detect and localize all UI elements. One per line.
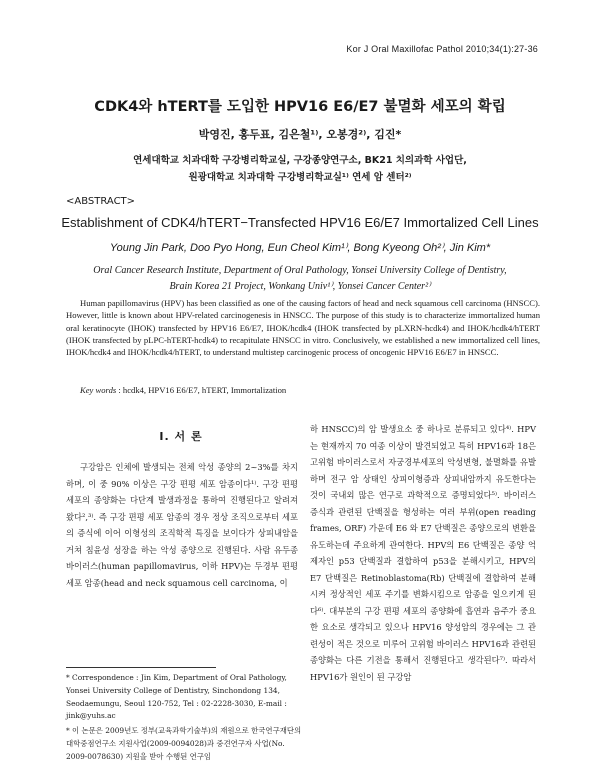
body-column-right [310, 421, 536, 685]
affiliation-korean-line: 연세대학교 치과대학 구강병리학교실, 구강종양연구소, BK21 치의과학 사업단, [133, 155, 467, 166]
affiliation-english [0, 263, 600, 295]
keywords-list: hcdk4, HPV16 E6/E7, hTERT, Immortalization [122, 385, 287, 395]
body-paragraph: 하 HNSCC)의 암 발생요소 중 하나로 분류되고 있다⁴⁾. HPV는 현재까지 70 여종 이상이 발견되었고 특히 HPV16과 18은 고위험 바이러스로서 자궁경부세포의 악성변형, 불멸화를 유발하며 전구 암 상태인 상피이형증과 상피내암까지 유도한다는 것이 국내외 많은 연구로 과학적으로 증명되었다⁵⁾. 바이러스 증식과 관련된 단백질을 형성하는 여러 부위(open reading frames, ORF) 가운데 E6 와 E7 단백질은 종양으로의 변환을 유도하는데 주요하게 관여한다. HPV의 E6 단백질은 종양 억제자인 p53 단백질과 결합하여 p53을 분해시키고, HPV의 E7 단백질은 Retinoblastoma(Rb) 단백질에 결합하여 분해 시켜 정상적인 세포 주기를 변화시킴으로 암종을 일으키게 된다⁶⁾. 대부분의 구강 편평 세포의 종양화에 흡연과 음주가 중요한 요소로 생각되고 있으나 HPV16 양성암의 경우에는 그 관련성이 적은 것으로 미루어 고위험 바이러스 HPV16과 관련된 종양화는 다른 기전을 통해서 진행된다고 생각된다⁷⁾. 따라서 HPV16가 원인이 된 구강암 [310, 424, 536, 682]
footnote-correspondence: * Correspondence : Jin Kim, Department of Oral Pathology, Yonsei University College of Dentistry, Sinchondong 134, Seodaemungu, Seoul 120-752, Tel : 02-2228-3030, E-mail : jink@yuhs.ac [66, 673, 287, 721]
authors-english: Young Jin Park, Doo Pyo Hong, Eun Cheol Kim¹⁾, Bong Kyeong Oh²⁾, Jin Kim* [109, 242, 491, 254]
affiliation-english-line: Brain Korea 21 Project, Wonkang Univ¹⁾, Yonsei Cancer Center²⁾ [169, 281, 431, 292]
affiliation-korean-line: 원광대학교 치과대학 구강병리학교실¹⁾ 연세 암 센터²⁾ [188, 172, 412, 183]
section-heading-introduction: I. 서 론 [159, 430, 203, 443]
keywords-separator: : [116, 385, 123, 395]
body-paragraph: 구강암은 인체에 발생되는 전체 악성 종양의 2~3%를 차지하며, 이 중 90% 이상은 구강 편평 세포 암종이다¹⁾. 구강 편평 세포의 종양화는 다단계 발생과정을 통하여 진행된다고 알려져 왔다²,³⁾. 즉 구강 편평 세포 암종의 경우 정상 조직으로부터 세포의 증식에 이어 이형성의 조직학적 특징을 보이다가 상피내암을 거쳐 침윤성 성장을 하는 악성 종양으로 진행된다. 사람 유두종 바이러스(human papillomavirus, 이하 HPV)는 두경부 편평 세포 암종(head and neck squamous cell carcinoma, 이 [66, 462, 298, 588]
authors-korean: 박영진, 홍두표, 김은철¹⁾, 오봉경²⁾, 김진* [198, 128, 402, 141]
footnotes [66, 672, 304, 766]
abstract-paragraph: Human papillomavirus (HPV) has been classified as one of the causing factors of head and neck squamous cell carcinoma (HNSCC). However, little is known about HPV-related carcinogenesis in HNSCC. The purpose of this study is to characterize immortalized human oral keratinocyte (IHOK) transfected by HPV16 E6/E7, IHOK/hcdk4 (IHOK transfected by pLXRN-hcdk4) and IHOK/hcdk4/hTERT (IHOK transfected by pLPC-hTERT-hcdk4) to recapitulate HNSCC in vitro. Conclusively, we established a new immortalized cell lines, IHOK/hcdk4 and IHOK/hcdk4/hTERT, to understand multistep carcinogenic process of oncogenic HPV16 E6/E7 in HNSCC. [66, 298, 540, 358]
keywords [80, 385, 286, 395]
abstract-label: <ABSTRACT> [66, 196, 136, 207]
footnote-divider [66, 667, 216, 668]
affiliation-english-line: Oral Cancer Research Institute, Department of Oral Pathology, Yonsei University College of Dentistry, [93, 265, 507, 276]
body-column-left [66, 459, 298, 591]
abstract-text [66, 297, 540, 358]
affiliation-korean [0, 152, 600, 186]
title-korean: CDK4와 hTERT를 도입한 HPV16 E6/E7 불멸화 세포의 확립 [94, 99, 506, 115]
footnote-funding: * 이 논문은 2009년도 정부(교육과학기술부)의 재원으로 한국연구재단의 대학중점연구소 지원사업(2009-0094028)과 중견연구자 사업(No. 2009-0078630) 지원을 받아 수행된 연구임 [66, 726, 302, 761]
keywords-label: Key words [80, 385, 117, 395]
title-english: Establishment of CDK4/hTERT−Transfected HPV16 E6/E7 Immortalized Cell Lines [61, 215, 539, 230]
journal-citation: Kor J Oral Maxillofac Pathol 2010;34(1):27-36 [346, 44, 538, 54]
